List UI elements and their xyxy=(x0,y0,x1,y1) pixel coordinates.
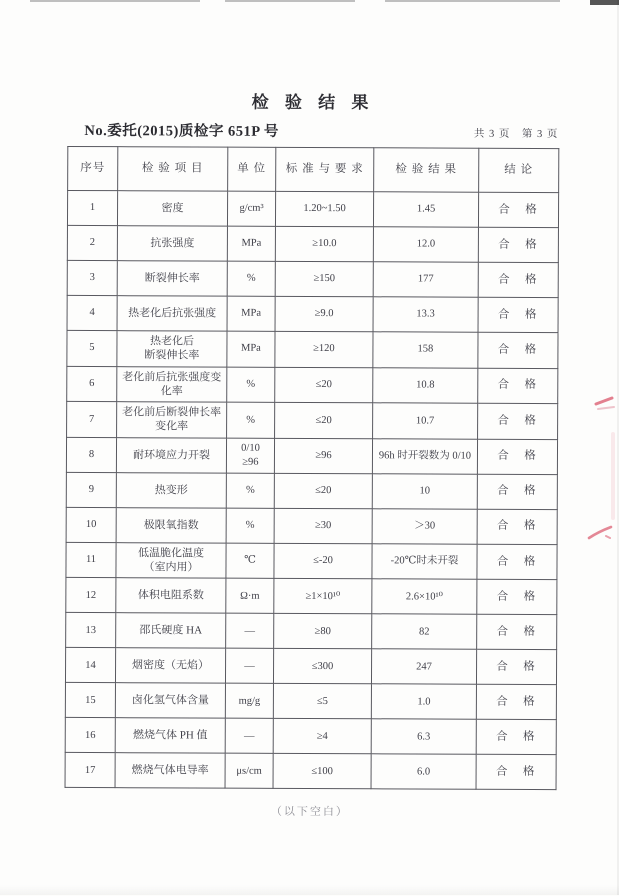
cell-item: 极限氧指数 xyxy=(116,507,226,542)
cell-conclusion: 合 格 xyxy=(477,439,557,474)
cell-conclusion: 合 格 xyxy=(478,227,558,262)
table-row xyxy=(67,366,558,404)
cell-conclusion: 合 格 xyxy=(478,192,558,227)
cell-conclusion: 合 格 xyxy=(477,509,557,544)
cell-no: 5 xyxy=(67,330,117,366)
cell-unit: MPa xyxy=(227,296,275,331)
cell-item: 耐环境应力开裂 xyxy=(116,437,226,472)
cell-conclusion: 合 格 xyxy=(478,368,558,404)
table-row xyxy=(67,330,558,368)
cell-conclusion: 合 格 xyxy=(477,615,557,650)
table-row xyxy=(65,753,556,790)
cell-item: 燃烧气体 PH 值 xyxy=(115,718,225,753)
cell-result: 2.6×10¹⁰ xyxy=(372,579,477,614)
cell-no: 4 xyxy=(67,295,117,330)
table-row xyxy=(66,542,557,580)
cell-item: 老化前后抗张强度变 化率 xyxy=(117,366,227,402)
cell-no: 14 xyxy=(65,648,115,683)
cell-result: 158 xyxy=(373,332,478,368)
cell-standard: ≤-20 xyxy=(274,543,372,579)
report-number: No.委托(2015)质检字 651P 号 xyxy=(84,123,279,140)
cell-standard: ≥120 xyxy=(275,331,373,367)
cell-item: 断裂伸长率 xyxy=(117,261,227,296)
results-table xyxy=(65,146,560,791)
cell-unit: g/cm³ xyxy=(227,191,275,226)
cell-standard: ≥30 xyxy=(274,508,372,543)
cell-unit: — xyxy=(225,719,273,754)
table-row xyxy=(65,648,556,685)
cell-no: 3 xyxy=(67,260,117,295)
cell-no: 11 xyxy=(66,542,116,578)
cell-no: 15 xyxy=(65,683,115,718)
cell-unit: MPa xyxy=(227,226,275,261)
page-title: 检 验 结 果 xyxy=(251,92,375,113)
cell-unit: — xyxy=(226,614,274,649)
cell-item: 低温脆化温度 （室内用） xyxy=(116,542,226,578)
col-header-item: 检 验 项 目 xyxy=(118,147,228,191)
cell-conclusion: 合 格 xyxy=(478,262,558,297)
cell-result: 10.7 xyxy=(373,403,478,439)
cell-result: 10.8 xyxy=(373,367,478,403)
table-row xyxy=(66,507,557,544)
page-indicator: 共 3 页 第 3 页 xyxy=(473,128,559,141)
cell-standard: ≥80 xyxy=(274,614,372,649)
cell-result: 6.3 xyxy=(371,719,476,754)
cell-unit: % xyxy=(227,367,275,403)
below-blank-note: （以下空白） xyxy=(270,806,349,819)
table-row xyxy=(65,718,556,755)
cell-conclusion: 合 格 xyxy=(476,755,556,790)
report-subheader xyxy=(67,119,558,142)
cell-standard: ≤20 xyxy=(275,403,373,439)
cell-result: 13.3 xyxy=(373,297,478,332)
cell-no: 12 xyxy=(66,578,116,613)
cell-result: 177 xyxy=(373,262,478,297)
cell-no: 1 xyxy=(67,190,117,225)
cell-no: 2 xyxy=(67,225,117,260)
cell-standard: ≥9.0 xyxy=(275,296,373,331)
cell-item: 体积电阻系数 xyxy=(116,578,226,613)
cell-item: 热变形 xyxy=(116,472,226,507)
cell-unit: % xyxy=(226,473,274,508)
cell-conclusion: 合 格 xyxy=(478,403,558,439)
cell-no: 6 xyxy=(67,366,117,402)
table-row xyxy=(66,613,557,650)
cell-unit: 0/10 ≥96 xyxy=(226,438,274,473)
cell-conclusion: 合 格 xyxy=(476,685,556,720)
cell-standard: ≥10.0 xyxy=(275,226,373,261)
cell-unit: Ω·m xyxy=(226,579,274,614)
cell-standard: ≤20 xyxy=(274,473,372,508)
results-table-body xyxy=(65,190,559,790)
table-row xyxy=(67,402,558,440)
cell-item: 老化前后断裂伸长率 变化率 xyxy=(117,402,227,438)
table-row xyxy=(67,190,558,227)
cell-unit: mg/g xyxy=(225,684,273,719)
cell-no: 9 xyxy=(66,472,116,507)
table-row xyxy=(67,260,558,297)
table-row xyxy=(66,437,557,474)
cell-result: 6.0 xyxy=(371,754,476,789)
cell-result: 247 xyxy=(371,649,476,684)
cell-standard: ≤20 xyxy=(275,367,373,403)
cell-conclusion: 合 格 xyxy=(478,297,558,332)
cell-result: 96h 时开裂数为 0/10 xyxy=(372,439,477,474)
cell-item: 热老化后 断裂伸长率 xyxy=(117,331,227,367)
cell-standard: ≤5 xyxy=(273,684,371,719)
col-header-unit: 单 位 xyxy=(228,147,276,191)
cell-item: 密度 xyxy=(117,191,227,226)
cell-conclusion: 合 格 xyxy=(477,580,557,615)
cell-item: 邵氏硬度 HA xyxy=(116,613,226,648)
col-header-result: 检 验 结 果 xyxy=(374,148,479,192)
cell-item: 热老化后抗张强度 xyxy=(117,296,227,331)
cell-standard: ≥150 xyxy=(275,261,373,296)
cell-conclusion: 合 格 xyxy=(477,544,557,580)
cell-no: 17 xyxy=(65,753,115,788)
table-header-row xyxy=(68,146,559,192)
cell-conclusion: 合 格 xyxy=(478,332,558,368)
cell-item: 烟密度（无焰） xyxy=(115,648,225,683)
cell-standard: ≥4 xyxy=(273,719,371,754)
cell-standard: ≤100 xyxy=(273,754,371,789)
cell-unit: — xyxy=(225,649,273,684)
table-row xyxy=(66,472,557,509)
cell-unit: ℃ xyxy=(226,543,274,579)
cell-unit: % xyxy=(227,402,275,438)
cell-standard: ≤300 xyxy=(273,649,371,684)
cell-result: 82 xyxy=(372,614,477,649)
cell-result: ＞30 xyxy=(372,509,477,544)
table-row xyxy=(67,225,558,262)
cell-no: 13 xyxy=(66,613,116,648)
cell-conclusion: 合 格 xyxy=(477,474,557,509)
cell-result: -20℃时未开裂 xyxy=(372,544,477,580)
cell-conclusion: 合 格 xyxy=(476,650,556,685)
table-row xyxy=(67,295,558,332)
cell-result: 12.0 xyxy=(373,227,478,262)
cell-no: 16 xyxy=(65,718,115,753)
table-row xyxy=(65,683,556,720)
col-header-no: 序号 xyxy=(68,146,118,190)
cell-no: 8 xyxy=(66,437,116,472)
cell-standard: ≥96 xyxy=(274,438,372,473)
cell-unit: μs/cm xyxy=(225,754,273,789)
cell-conclusion: 合 格 xyxy=(476,720,556,755)
cell-result: 1.0 xyxy=(371,684,476,719)
cell-item: 燃烧气体电导率 xyxy=(115,753,225,788)
cell-no: 10 xyxy=(66,507,116,542)
cell-standard: 1.20~1.50 xyxy=(275,191,373,226)
cell-unit: % xyxy=(227,261,275,296)
cell-unit: % xyxy=(226,508,274,543)
cell-result: 1.45 xyxy=(373,192,478,227)
cell-item: 抗张强度 xyxy=(117,226,227,261)
col-header-conclusion: 结 论 xyxy=(479,148,559,192)
table-row xyxy=(66,578,557,615)
cell-no: 7 xyxy=(67,402,117,438)
cell-item: 卤化氢气体含量 xyxy=(115,683,225,718)
cell-unit: MPa xyxy=(227,331,275,367)
cell-result: 10 xyxy=(372,474,477,509)
col-header-standard: 标 准 与 要 求 xyxy=(276,147,374,191)
cell-standard: ≥1×10¹⁰ xyxy=(274,579,372,614)
